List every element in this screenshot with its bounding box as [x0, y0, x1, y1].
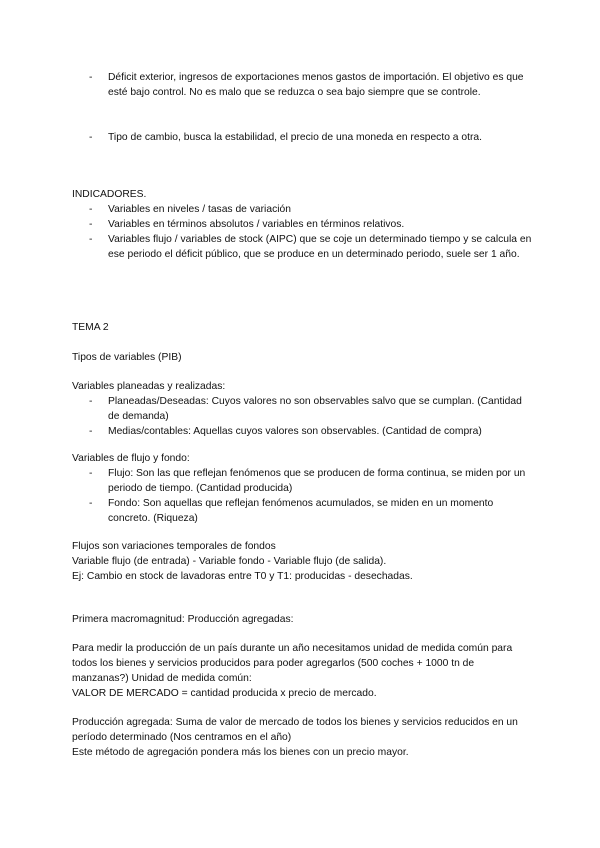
bullet-dash: - [89, 426, 93, 437]
list-item [72, 496, 532, 526]
list-item-text: Medias/contables: Aquellas cuyos valores son observables. (Cantidad de compra) [108, 426, 482, 437]
list-item-text: Déficit exterior, ingresos de exportaciones menos gastos de importación. El objetivo es que esté bajo control. No es malo que se reduzca o sea bajo siempre que se controle. [108, 72, 524, 98]
paragraph-text: Producción agregada: Suma de valor de mercado de todos los bienes y servicios reducidos en un período determinado (Nos centramos en el año) [72, 717, 518, 743]
list-item-text: Variables flujo / variables de stock (AIPC) que se coje un determinado tiempo y se calcula en ese periodo el déficit público, que se produce en un determinado periodo, suele ser 1 año. [108, 234, 532, 260]
agregada-paragraph [72, 715, 532, 760]
bullet-dash: - [89, 468, 93, 479]
flujo-fondo-section [72, 451, 532, 526]
topic-title: TEMA 2 [72, 322, 109, 333]
list-item [72, 130, 532, 145]
bullet-dash: - [89, 204, 93, 215]
list-item [72, 70, 532, 100]
paragraph-text: Este método de agregación pondera más los bienes con un precio mayor. [72, 747, 409, 758]
bullet-dash: - [89, 219, 93, 230]
list-item [72, 424, 532, 439]
list-item-text: Flujo: Son las que reflejan fenómenos que se producen de forma continua, se miden por un periodo de tiempo. (Cantidad producida) [108, 468, 526, 494]
list-item [72, 466, 532, 496]
list-item [72, 202, 532, 217]
medida-paragraph [72, 641, 532, 701]
list-item [72, 394, 532, 424]
planeadas-section [72, 379, 532, 439]
section-heading: Variables planeadas y realizadas: [72, 381, 226, 392]
list-item-text: Variables en niveles / tasas de variación [108, 204, 291, 215]
list-item-text: Fondo: Son aquellas que reflejan fenómenos acumulados, se miden en un momento concreto. (Riqueza) [108, 498, 494, 524]
section-heading: Variables de flujo y fondo: [72, 453, 190, 464]
bullet-dash: - [89, 498, 93, 509]
list-item-text: Planeadas/Deseadas: Cuyos valores no son observables salvo que se cumplan. (Cantidad de demanda) [108, 396, 522, 422]
flujos-paragraph [72, 539, 532, 584]
bullet-dash: - [89, 234, 93, 245]
text-line: Flujos son variaciones temporales de fondos [72, 541, 276, 552]
text-line: Ej: Cambio en stock de lavadoras entre T0 y T1: producidas - desechadas. [72, 571, 413, 582]
bullet-dash: - [89, 396, 93, 407]
bullet-list-economic-goals-2 [72, 130, 532, 145]
section-heading: INDICADORES. [72, 189, 147, 200]
bullet-dash: - [89, 72, 93, 83]
bullet-dash: - [89, 132, 93, 143]
list-item [72, 232, 532, 262]
subheading-tipos: Tipos de variables (PIB) [72, 352, 182, 363]
subheading-primera-macromagnitud: Primera macromagnitud: Producción agregadas: [72, 614, 294, 625]
paragraph-text: Para medir la producción de un país durante un año necesitamos unidad de medida común para todos los bienes y servicios producidos para poder agregarlos (500 coches + 1000 tn de manzanas?) Unidad de medida común: [72, 643, 513, 684]
list-item-text: Tipo de cambio, busca la estabilidad, el precio de una moneda en respecto a otra. [108, 132, 482, 143]
indicadores-section [72, 187, 532, 262]
formula-text: VALOR DE MERCADO = cantidad producida x precio de mercado. [72, 688, 377, 699]
text-line: Variable flujo (de entrada) - Variable fondo - Variable flujo (de salida). [72, 556, 387, 567]
list-item-text: Variables en términos absolutos / variables en términos relativos. [108, 219, 405, 230]
bullet-list-economic-goals [72, 70, 532, 100]
list-item [72, 217, 532, 232]
